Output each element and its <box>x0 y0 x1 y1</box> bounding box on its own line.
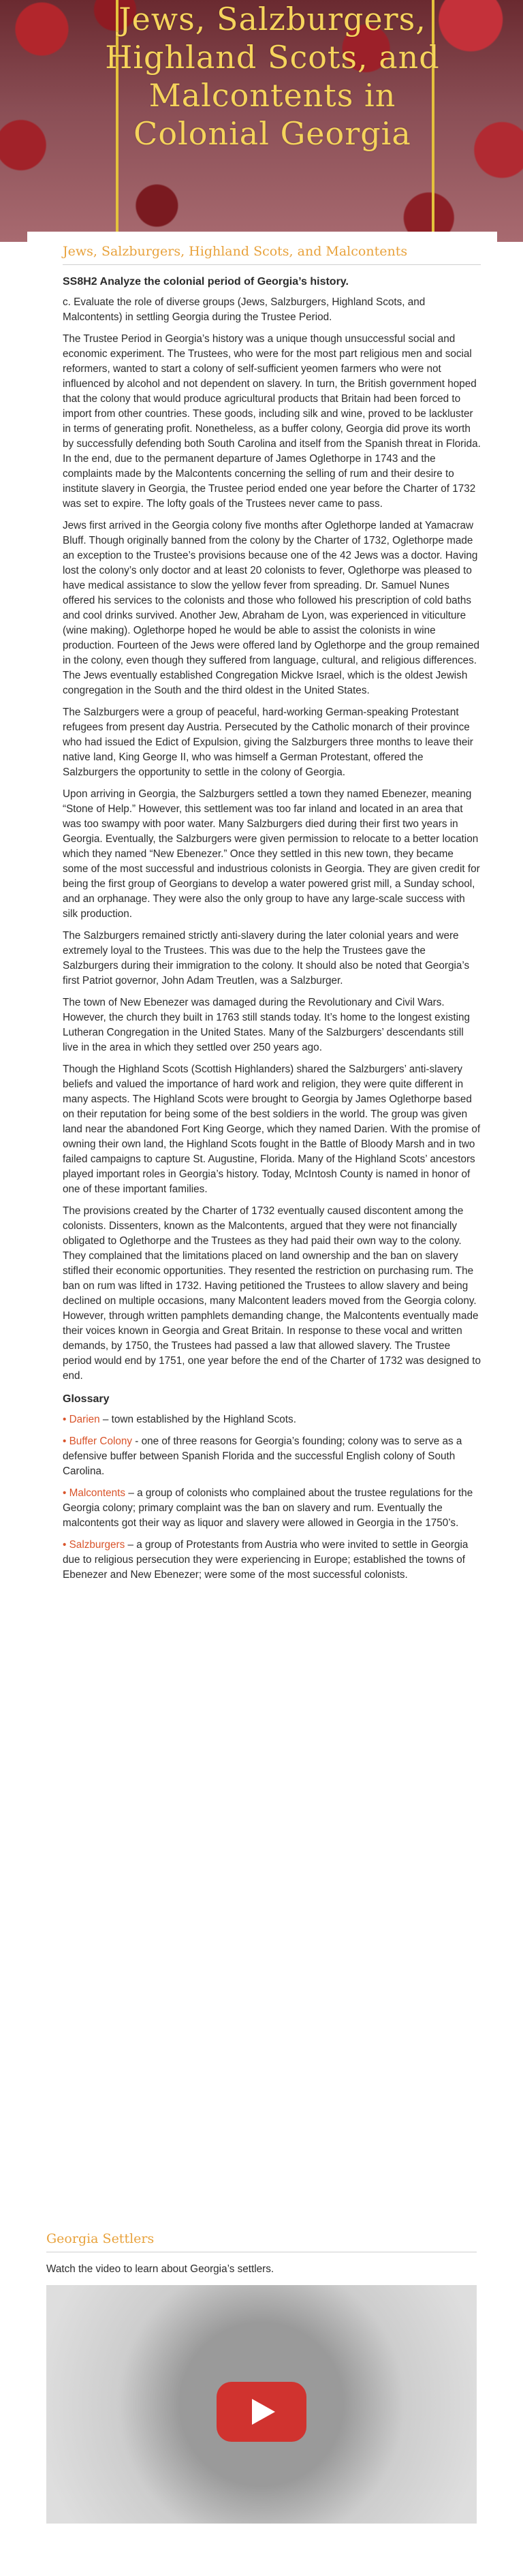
paragraph-2: Jews first arrived in the Georgia colony five months after Oglethorpe landed at Yamacraw Bluff. Though originally banned from the colony by the Charter of 1732, Oglethorpe made an exception to the Trustee’s provisions because one of the 42 Jews was a doctor. Having lost the colony’s only doctor and at least 20 colonists to fever, Oglethorpe was pleased to have medical assistance to slow the yellow fever from spreading. Dr. Samuel Nunes offered his services to the colonists and those who followed his prescription of cold baths and cool drinks survived. Another Jew, Abraham de Lyon, was experienced in viticulture (wine making). Oglethorpe hoped he would be able to assist the colonists in wine production. Fourteen of the Jews were offered land by Oglethorpe and the group remained in the colony, even though they suffered from language, cultural, and religious differences. The Jews eventually established Congregation Mickve Israel, which is the oldest Jewish congregation in the South and the third oldest in the United States. <box>63 520 479 696</box>
glossary-term: Darien <box>69 1414 100 1425</box>
paragraph-6: The town of New Ebenezer was damaged during the Revolutionary and Civil Wars. However, the church they built in 1763 still stands today. It’s home to the longest existing Lutheran Congregation in the United States. Many of the Salzburgers’ descendants still live in the area in which they settled over 250 years ago. <box>63 997 471 1053</box>
paragraph-8: The provisions created by the Charter of 1732 eventually caused discontent among the colonists. Dissenters, known as the Malcontents, argued that they were not financially obligated to Oglethorpe and the Trustees as they had paid their own way to the colony. They complained that the limitations placed on land ownership and the ban on slavery stifled their economic opportunities. They resented the restriction on purchasing rum. The ban on rum was lifted in 1732. Having petitioned the Trustees to allow slavery and being declined on multiple occasions, many Malcontent leaders moved from the Georgia colony. However, through written pamphlets demanding change, the Malcontents eventually made their voices known in Georgia and Great Britain. In response to these vocal and written demands, by 1750, the Trustees had passed a law that allowed slavery. The Trustee period would end by 1751, one year before the end of the Charter of 1732 was designed to end. <box>63 1205 481 1382</box>
glossary-bullet: • <box>63 1487 67 1499</box>
paragraph-3: The Salzburgers were a group of peaceful, hard-working German-speaking Protestant refugees from present day Austria. Persecuted by the Catholic monarch of their province who had issued the Edict of Expulsion, giving the Salzburgers three months to leave their native land, King George II, who was himself a German Protestant, offered the Salzburgers the opportunity to settle in the colony of Georgia. <box>63 707 473 778</box>
paragraph-1: The Trustee Period in Georgia’s history was a unique though unsuccessful social and economic experiment. The Trustees, who were for the most part religious men and social reformers, wanted to start a colony of self-sufficient yeomen farmers who were not influenced by alcohol and not dependent on slavery. In turn, the British government hoped that the colony that would produce agricultural products that Britain had been forced to import from other countries. These goods, including silk and wine, proved to be lackluster in terms of generating profit. Nonetheless, as a buffer colony, Georgia did prove its worth by successfully defending both South Carolina and itself from the Spanish threat in Florida. In the end, due to the permanent departure of James Oglethorpe in 1743 and the complaints made by the Malcontents concerning the selling of rum and their desire to institute slavery in Georgia, the Trustee period ended one year before the Charter of 1732 was set to expire. The lofty goals of the Trustees never came to pass. <box>63 333 481 510</box>
glossary-term: Salzburgers <box>69 1539 125 1551</box>
paragraph-5: The Salzburgers remained strictly anti-slavery during the later colonial years and were extremely loyal to the Trustees. This was due to the help the Trustees gave the Salzburgers during their immigration to the colony. It should also be noted that Georgia’s first Patriot governor, John Adam Treutlen, was a Salzburger. <box>63 930 470 987</box>
glossary-bullet: • <box>63 1539 67 1551</box>
hero-title: Jews, Salzburgers, Highland Scots, and Malcontents in Colonial Georgia <box>105 1 440 152</box>
glossary-title: Glossary <box>63 1393 110 1405</box>
section-title: Jews, Salzburgers, Highland Scots, and Malcontents <box>63 244 481 265</box>
video-section <box>46 2231 477 2524</box>
video-description: Watch the video to learn about Georgia’s settlers. <box>46 2263 274 2275</box>
video-section-title: Georgia Settlers <box>46 2231 477 2252</box>
glossary-bullet: • <box>63 1436 67 1447</box>
hero-banner <box>0 0 523 242</box>
glossary-bullet: • <box>63 1414 67 1425</box>
glossary-item <box>63 1486 481 1531</box>
glossary-item <box>63 1434 481 1479</box>
glossary-definition: – a group of Protestants from Austria who were invited to settle in Georgia due to religious persecution they were experiencing in Europe; established the towns of Ebenezer and New Ebenezer; were some of the most successful colonists. <box>63 1539 469 1581</box>
glossary-definition: - one of three reasons for Georgia’s founding; colony was to serve as a defensive buffer between Spanish Florida and the successful English colony of South Carolina. <box>63 1436 462 1477</box>
glossary-definition: – town established by the Highland Scots. <box>99 1414 296 1425</box>
video-player[interactable] <box>46 2285 477 2524</box>
glossary-item <box>63 1412 481 1427</box>
paragraph-4: Upon arriving in Georgia, the Salzburgers settled a town they named Ebenezer, meaning “Stone of Help.” However, this settlement was too far inland and located in an area that was too swampy with poor water. Many Salzburgers died during their first two years in Georgia. Eventually, the Salzburgers were given permission to relocate to a better location which they named “New Ebenezer.” Once they settled in this new town, they became some of the most successful and industrious colonists in Georgia. They are given credit for being the first group of Georgians to develop a water powered grist mill, a Sunday school, and an orphanage. They were also the only group to have any large-scale success with silk production. <box>63 788 480 920</box>
standard-element: c. Evaluate the role of diverse groups (Jews, Salzburgers, Highland Scots, and Malcontents) in settling Georgia during the Trustee Period. <box>63 296 426 323</box>
glossary-item <box>63 1538 481 1583</box>
glossary-term: Buffer Colony <box>69 1436 133 1447</box>
article-card <box>27 232 497 1589</box>
glossary-term: Malcontents <box>69 1487 126 1499</box>
play-icon[interactable] <box>217 2382 306 2442</box>
glossary-definition: – a group of colonists who complained about the trustee regulations for the Georgia colony; primary complaint was the ban on slavery and rum. Eventually the malcontents got their way as liquor and slavery were allowed in Georgia in the 1750’s. <box>63 1487 473 1529</box>
paragraph-7: Though the Highland Scots (Scottish Highlanders) shared the Salzburgers’ anti-slavery beliefs and valued the importance of hard work and religion, they were quite different in many aspects. The Highland Scots were brought to Georgia by James Oglethorpe based on their reputation for being some of the best soldiers in the world. The group was given land near the abandoned Fort King George, which they named Darien. With the promise of owning their own land, the Highland Scots fought in the Battle of Bloody Marsh and in two failed campaigns to capture St. Augustine, Florida. Many of the Highland Scots’ ancestors played important roles in Georgia’s history. Today, McIntosh County is named in honor of one of these important families. <box>63 1064 481 1195</box>
standard-heading: SS8H2 Analyze the colonial period of Georgia’s history. <box>63 276 349 288</box>
